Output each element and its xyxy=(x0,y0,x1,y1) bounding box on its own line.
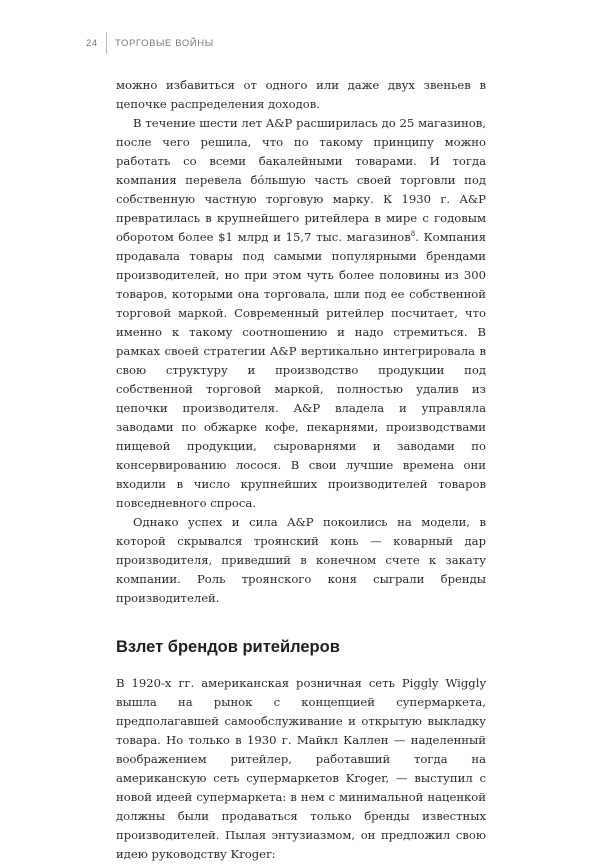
paragraph-supermarket: В 1920-х гг. американская розничная сеть Piggly Wiggly вышла на рынок с концепцией супермаркета, предполагавшей самообслуживание и открытую выкладку товара. Но только в 1930 г. Майкл Каллен — наделенный воображением ритейлер, работавший тогда на американскую сеть супермаркетов Kroger, — выступил с новой идеей супермаркета: в нем с минимальной наценкой должны были продаваться только бренды известных производителей. Пылая энтузиазмом, он предложил свою идею руководству Kroger: xyxy=(116,676,486,861)
header-divider xyxy=(106,32,107,54)
paragraph-continuation: можно избавиться от одного или даже двух звеньев в цепочке распределения доходов. xyxy=(116,78,486,111)
paragraph-ap-expansion-text-1: В течение шести лет A&P расширилась до 25 магазинов, после чего решила, что по такому принципу можно работать со всеми бакалейными товарами. И тогда компания перевела бóльшую часть своей торговли под собственную частную торговую марку. К 1930 г. A&P превратилась в крупнейшего ритейлера в мире с годовым оборотом более $1 млрд и 15,7 тыс. магазинов xyxy=(116,116,486,244)
footnote-marker: 8 xyxy=(410,230,416,239)
paragraph-ap-expansion-text-2: . Компания продавала товары под самыми популярными брендами производителей, но при этом чуть более половины из 300 товаров, которыми она торговала, шли под ее собственной торговой маркой. Современный ритейлер посчитает, что именно к такому соотношению и надо стремиться. В рамках своей стратегии A&P вертикально интегрировала в свою структуру и производство продукции под собственной торговой маркой, полностью удалив из цепочки производителя. A&P владела и управляла заводами по обжарке кофе, пекарнями, производствами пищевой продукции, сыроварнями и заводами по консервированию лосося. В свои лучшие времена они входили в число крупнейших производителей товаров повседневного спроса. xyxy=(116,230,487,510)
section-title: Взлет брендов ритейлеров xyxy=(116,638,340,656)
paragraph-trojan-horse: Однако успех и сила A&P покоились на модели, в которой скрывался троянский конь — коварный дар производителя, приведший в конечном счете к закату компании. Роль троянского коня сыграли бренды производителей. xyxy=(116,515,486,605)
paragraph-ap-expansion xyxy=(116,114,486,513)
page-body xyxy=(116,76,486,864)
running-header xyxy=(86,33,214,53)
page-number: 24 xyxy=(86,37,98,49)
running-title: ТОРГОВЫЕ ВОЙНЫ xyxy=(115,37,214,49)
